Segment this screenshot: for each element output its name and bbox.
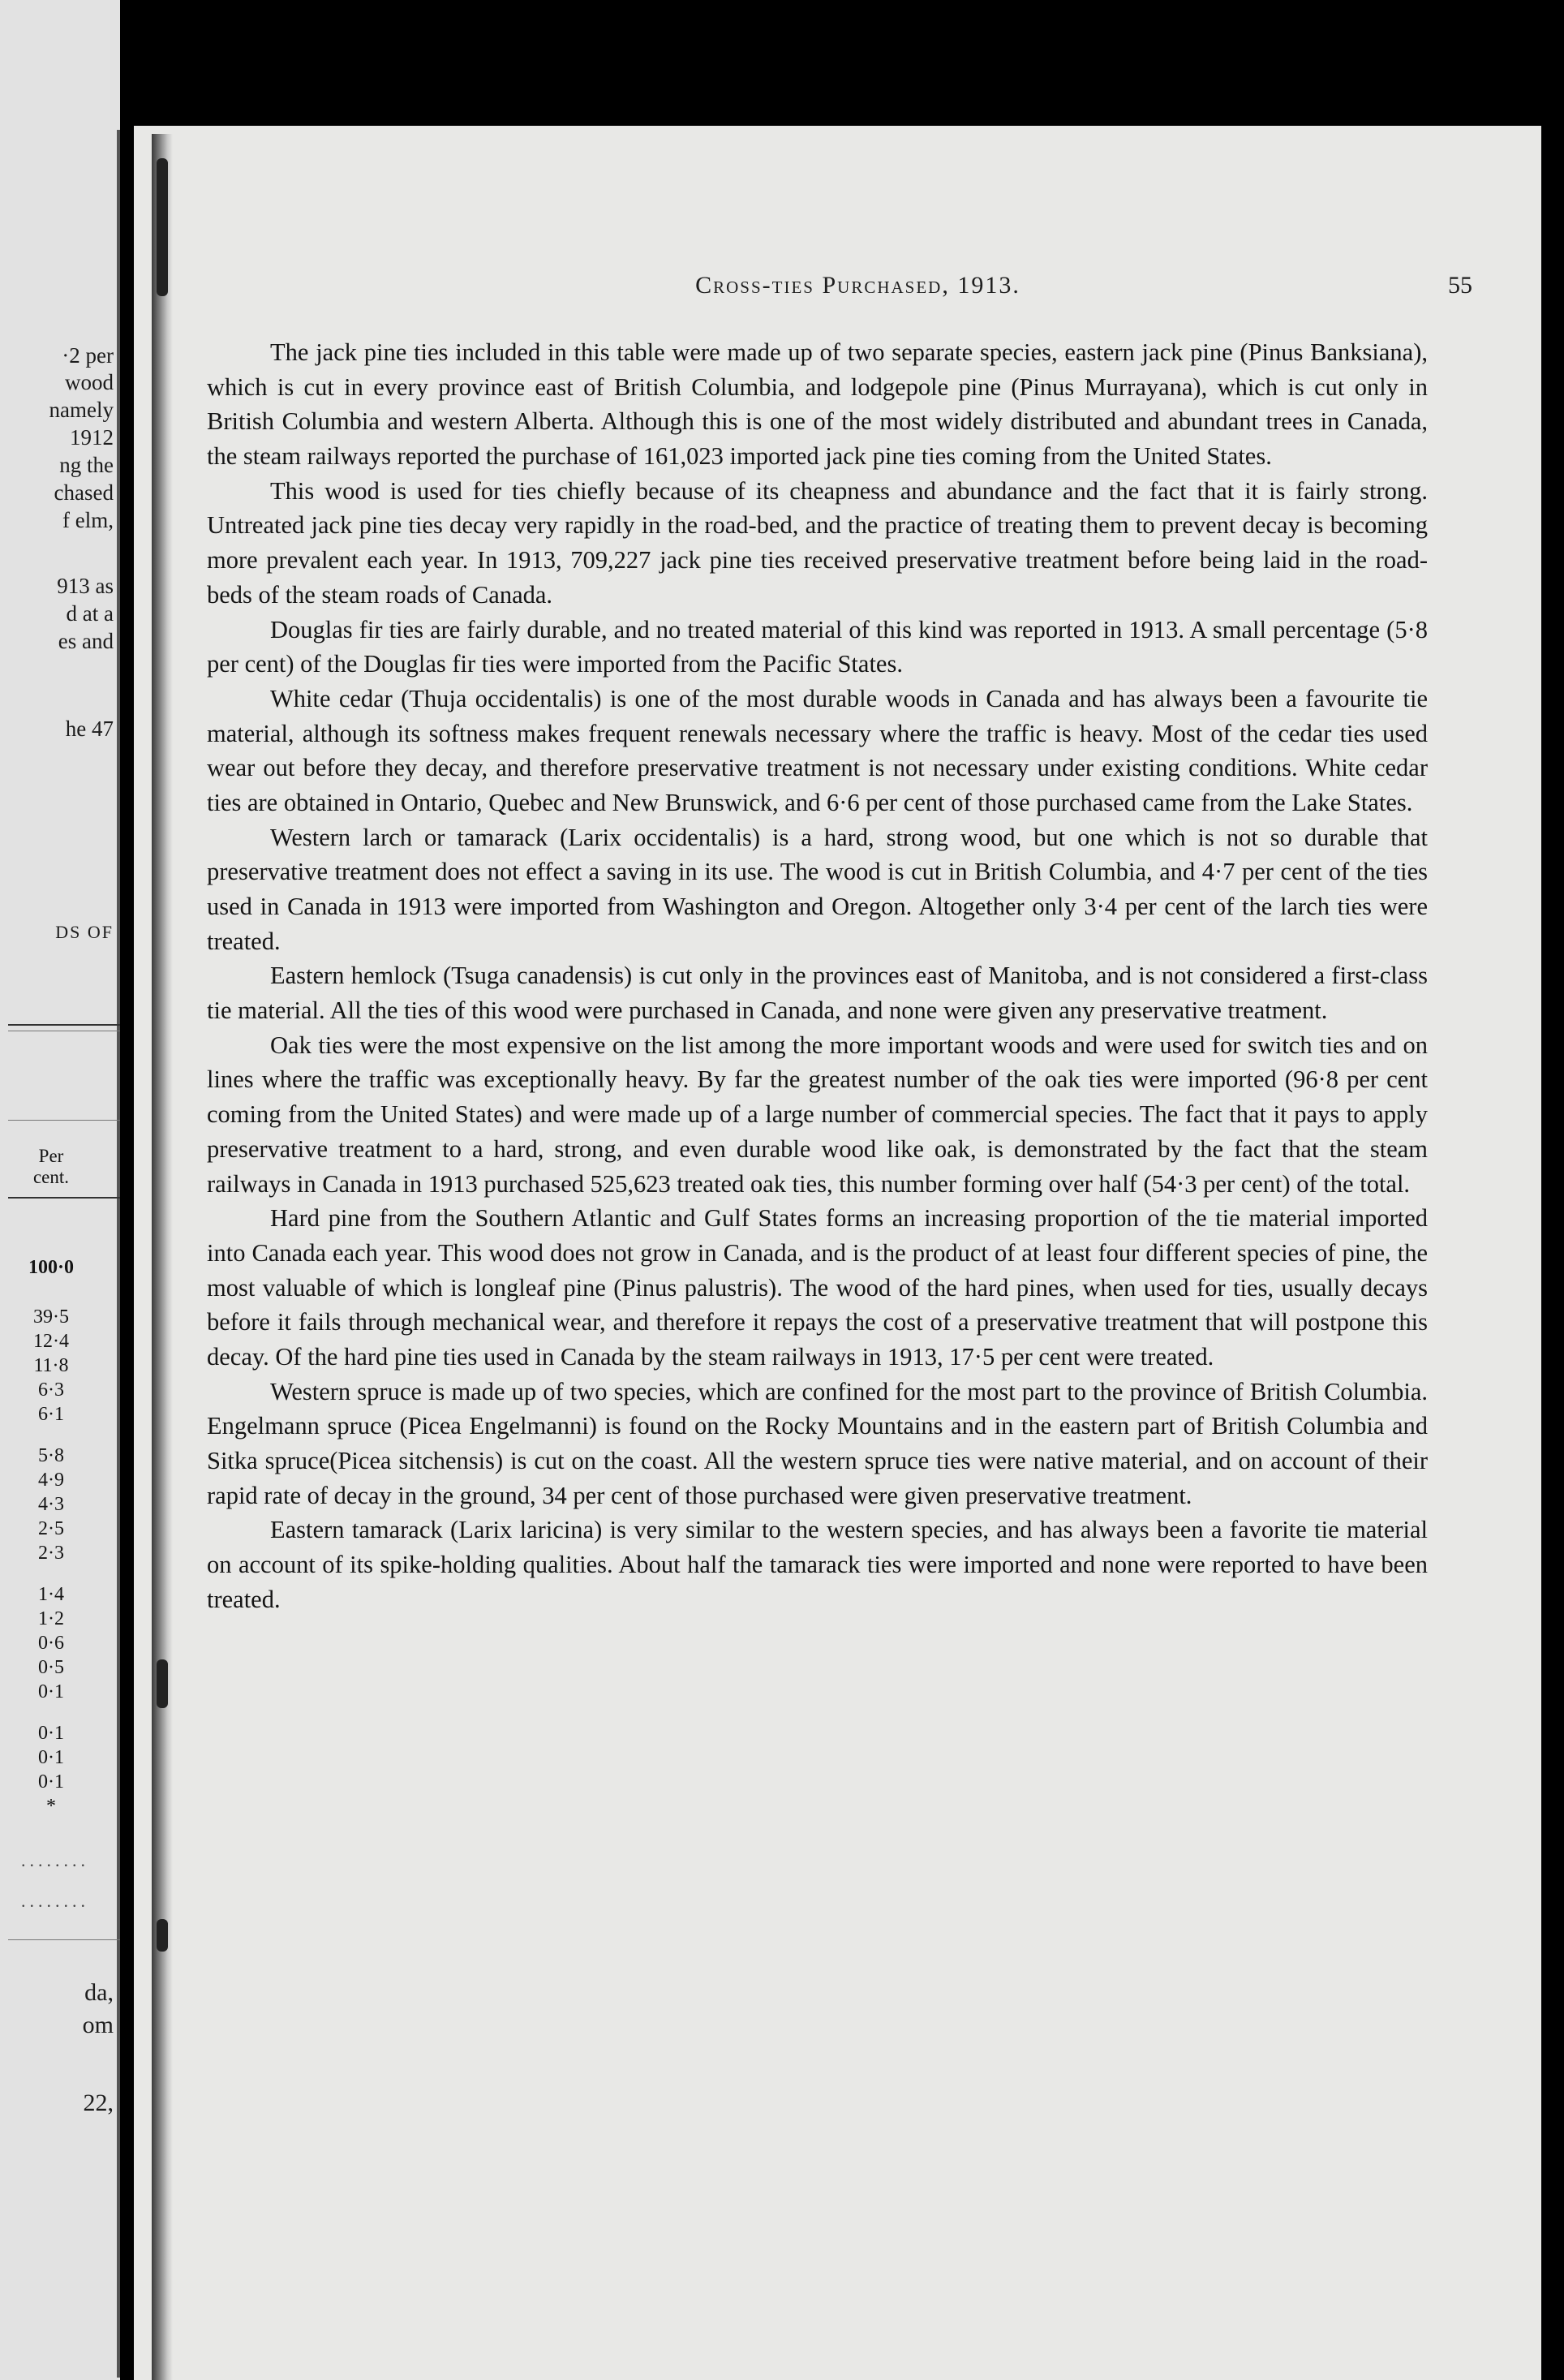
page-number: 55 bbox=[1448, 272, 1472, 299]
left-fragment: namely bbox=[49, 398, 114, 422]
table-value: 6·1 bbox=[38, 1404, 64, 1425]
binding-mark bbox=[157, 158, 168, 296]
left-fragment: 1912 bbox=[70, 425, 114, 450]
body-text bbox=[207, 335, 1428, 1616]
paragraph-jack-pine-use: This wood is used for ties chiefly because of its cheapness and abundance and the fact that it is fairly strong. Untreated jack pine ties decay very rapidly in the road-bed, and the practice of treating them to prevent decay is becoming more prevalent each year. In 1913, 709,227 jack pine ties received preservative treatment before being laid in the road-beds of the steam roads of Canada. bbox=[207, 476, 1428, 609]
table-rule bbox=[8, 1120, 120, 1121]
table-value: 0·1 bbox=[38, 1771, 64, 1793]
page-title: Cross-ties Purchased, 1913. bbox=[695, 272, 1020, 299]
table-dot-leader: ........ bbox=[21, 1850, 89, 1870]
left-fragment: es and bbox=[58, 629, 114, 653]
paragraph-western-larch: Western larch or tamarack (Larix occidentalis) is a hard, strong wood, but one which is not so durable that preservative treatment does not effect a saving in its use. The wood is cut in British Columbia, and 4·7 per cent of the ties used in Canada in 1913 were imported from Washington and Oregon. Altogether only 3·4 per cent of the larch ties were treated. bbox=[207, 823, 1428, 955]
left-fragment: he 47 bbox=[65, 717, 114, 741]
paragraph-eastern-tamarack: Eastern tamarack (Larix laricina) is very similar to the western species, and has always been a favorite tie material on account of its spike-holding qualities. About half the tamarack ties were imported and none were reported to have been treated. bbox=[207, 1516, 1428, 1613]
left-fragment: ·2 per bbox=[62, 343, 114, 368]
table-value: 12·4 bbox=[33, 1331, 69, 1352]
table-value: 0·6 bbox=[38, 1633, 64, 1654]
left-fragment: 913 as bbox=[57, 574, 114, 598]
table-value: 4·9 bbox=[38, 1470, 64, 1491]
paragraph-jack-pine: The jack pine ties included in this table were made up of two separate species, eastern jack pine (Pinus Banksiana), which is cut in every province east of British Columbia, and lodgepole pine (Pinus Murrayana), which is cut only in British Columbia and western Alberta. Although this is one of the most widely distributed and abundant trees in Canada, the steam railways reported the purchase of 161,023 imported jack pine ties coming from the United States. bbox=[207, 338, 1428, 471]
paragraph-oak: Oak ties were the most expensive on the list among the more important woods and were used for switch ties and on lines where the traffic was exceptionally heavy. By far the greatest number of the oak ties were imported (96·8 per cent coming from the United States) and were made up of a large number of commercial species. The fact that it pays to apply preservative treatment to a hard, strong, and even durable wood like oak, is demonstrated by the fact that the steam railways in Canada in 1913 purchased 525,623 treated oak ties, this number forming over half (54·3 per cent) of the total. bbox=[207, 1031, 1428, 1198]
table-rule bbox=[8, 1024, 120, 1026]
left-fragment: d at a bbox=[66, 601, 114, 626]
table-value: 39·5 bbox=[33, 1306, 69, 1328]
table-value: 2·3 bbox=[38, 1543, 64, 1564]
table-value: 6·3 bbox=[38, 1379, 64, 1401]
left-page-margin bbox=[0, 0, 120, 2380]
table-value: 0·5 bbox=[38, 1657, 64, 1678]
right-page bbox=[134, 126, 1541, 2380]
table-rule bbox=[8, 1939, 120, 1940]
left-fragment: ng the bbox=[59, 453, 114, 477]
left-fragment: da, bbox=[84, 1979, 114, 2006]
table-heading-fragment: DS OF bbox=[55, 922, 114, 942]
page-edge bbox=[117, 130, 120, 2378]
table-value: 11·8 bbox=[33, 1355, 69, 1376]
binding-mark bbox=[157, 1659, 168, 1708]
table-value: 0·1 bbox=[38, 1681, 64, 1702]
paragraph-eastern-hemlock: Eastern hemlock (Tsuga canadensis) is cut only in the provinces east of Manitoba, and is not considered a first-class tie material. All the ties of this wood were purchased in Canada, and none were given any preservative treatment. bbox=[207, 962, 1428, 1025]
table-value: * bbox=[46, 1796, 56, 1817]
table-value: 0·1 bbox=[38, 1747, 64, 1768]
table-value: 1·2 bbox=[38, 1608, 64, 1629]
binding-mark bbox=[157, 1919, 168, 1952]
paragraph-white-cedar: White cedar (Thuja occidentalis) is one of the most durable woods in Canada and has always been a favourite tie material, although its softness makes frequent renewals necessary where the traffic is heavy. Most of the cedar ties used wear out before they decay, and therefore preservative treatment is not necessary under existing conditions. White cedar ties are obtained in Ontario, Quebec and New Brunswick, and 6·6 per cent of those purchased came from the Lake States. bbox=[207, 684, 1428, 816]
table-value: 4·3 bbox=[38, 1494, 64, 1515]
paragraph-douglas-fir: Douglas fir ties are fairly durable, and no treated material of this kind was reported in 1913. A small percentage (5·8 per cent) of the Douglas fir ties were imported from the Pacific States. bbox=[207, 615, 1428, 678]
left-fragment: 22, bbox=[83, 2089, 114, 2116]
page-binding-shadow bbox=[152, 134, 173, 2380]
paragraph-western-spruce: Western spruce is made up of two species, which are confined for the most part to the province of British Columbia. Engelmann spruce (Picea Engelmanni) is found on the Rocky Mountains and in the eastern part of British Columbia and Sitka spruce(Picea sitchensis) is cut on the coast. All the western spruce ties were native material, and on account of their rapid rate of decay in the ground, 34 per cent of those purchased were given preservative treatment. bbox=[207, 1377, 1428, 1509]
table-dot-leader: ........ bbox=[21, 1891, 89, 1911]
left-fragment: chased bbox=[54, 480, 114, 505]
left-fragment: wood bbox=[65, 370, 114, 394]
table-value: 2·5 bbox=[38, 1518, 64, 1539]
running-header bbox=[243, 272, 1472, 304]
table-column-header: Per cent. bbox=[32, 1146, 70, 1188]
table-total: 100·0 bbox=[28, 1257, 74, 1278]
table-value: 0·1 bbox=[38, 1723, 64, 1744]
table-rule bbox=[8, 1197, 120, 1199]
left-fragment: om bbox=[82, 2012, 114, 2038]
table-value: 1·4 bbox=[38, 1584, 64, 1605]
table-value: 5·8 bbox=[38, 1445, 64, 1466]
paragraph-hard-pine: Hard pine from the Southern Atlantic and Gulf States forms an increasing proportion of the tie material imported into Canada each year. This wood does not grow in Canada, and is the product of at least four different species of pine, the most valuable of which is longleaf pine (Pinus palustris). The wood of the hard pines, when used for ties, usually decays before it fails through mechanical wear, and therefore it repays the cost of a preservative treatment that will postpone this decay. Of the hard pine ties used in Canada by the steam railways in 1913, 17·5 per cent were treated. bbox=[207, 1204, 1428, 1371]
left-fragment: f elm, bbox=[62, 508, 114, 532]
